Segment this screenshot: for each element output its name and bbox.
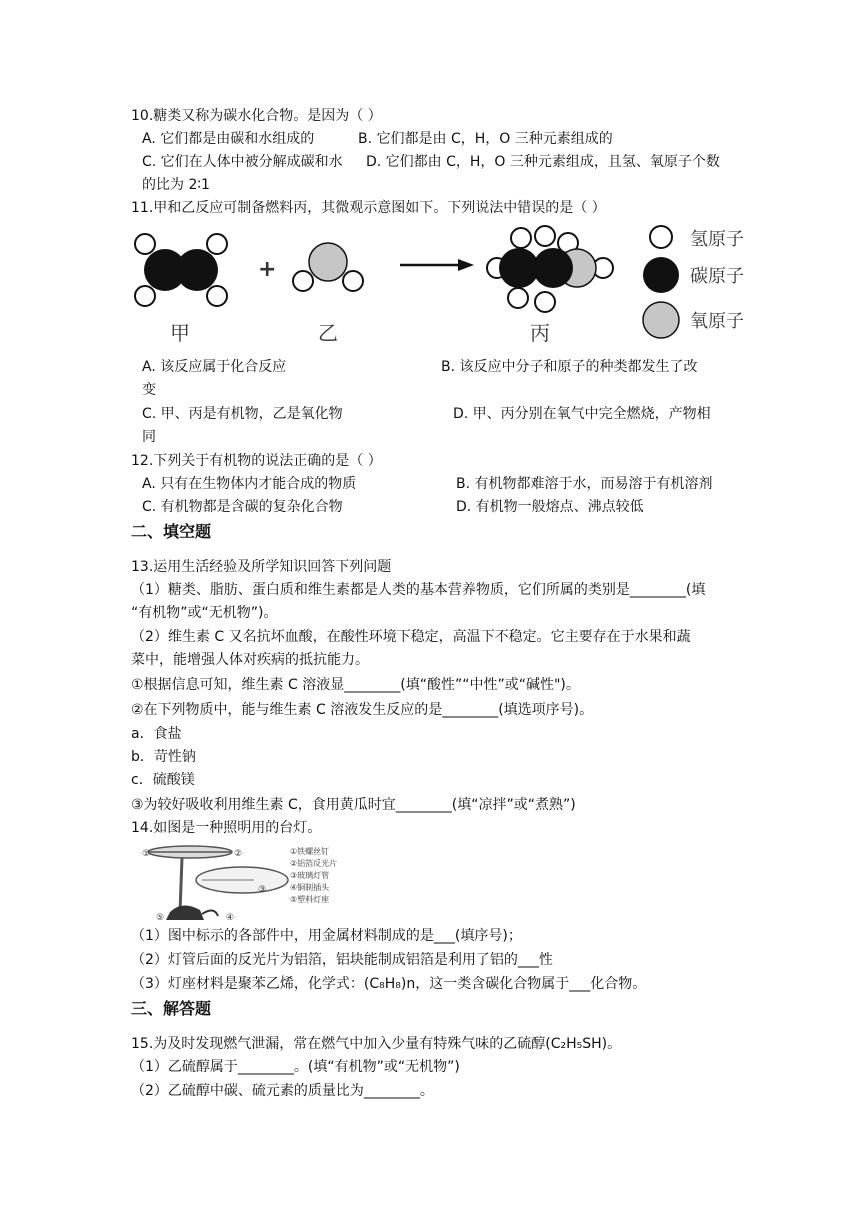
q14-part3: （3）灯座材料是聚苯乙烯，化学式：(C₈H₈)n，这一类含碳化合物属于___化合物。 [131,976,647,992]
fig-legend-4: ④铜制插头 [290,883,330,892]
q13-part2: （2）维生素 C 又名抗坏血酸，在酸性环境下稳定，高温下不稳定。它主要存在于水果和蔬 [131,629,691,645]
section-answer: 三、解答题 [131,999,212,1018]
q11-option-a: A. 该反应属于化合反应 [142,359,287,375]
mark-5: ⑤ [156,913,165,923]
q10-option-d-cont: 的比为 2∶1 [142,177,210,193]
q13-stem: 13.运用生活经验及所学知识回答下列问题 [131,559,392,575]
reaction-arrow [400,259,474,271]
q13-part1: （1）糖类、脂肪、蛋白质和维生素都是人类的基本营养物质，它们所属的类别是________(填 [131,582,706,598]
q10-option-d: D. 它们都由 C，H，O 三种元素组成，且氢、氧原子个数 [366,154,720,170]
q11-option-b: B. 该反应中分子和原子的种类都发生了改 [441,359,698,375]
molecule-jia [135,234,227,306]
q11-option-a-cont: 变 [142,382,156,398]
q13-option-b: b．苛性钠 [131,749,196,765]
mark-1: ① [142,849,151,859]
q12-option-b: B. 有机物都难溶于水，而易溶于有机溶剂 [456,476,713,492]
q13-sub2: ②在下列物质中，能与维生素 C 溶液发生反应的是________(填选项序号)。 [131,702,594,718]
q11-option-d: D. 甲、丙分别在氧气中完全燃烧，产物相 [453,406,711,422]
q14-part2: （2）灯管后面的反光片为铝箔，铝块能制成铝箔是利用了铝的___性 [131,952,553,968]
legend-carbon: 碳原子 [690,266,744,287]
q11-stem: 11.甲和乙反应可制备燃料丙，其微观示意图如下。下列说法中错误的是（ ） [131,200,606,216]
q12-stem: 12.下列关于有机物的说法正确的是（ ） [131,453,382,469]
reaction-diagram [0,0,860,360]
legend-hydrogen: 氢原子 [690,229,744,250]
molecule-yi [293,243,363,291]
q11-option-c: C. 甲、丙是有机物，乙是氧化物 [142,406,343,422]
q14-part1: （1）图中标示的各部件中，用金属材料制成的是___(填序号)； [131,928,522,944]
q12-option-a: A. 只有在生物体内才能合成的物质 [142,476,357,492]
fig-legend-2: ②铝箔反光片 [290,859,338,868]
q13-sub3: ③为较好吸收利用维生素 C，食用黄瓜时宜________(填“凉拌”或“煮熟”) [131,797,576,813]
fig-legend-3: ③玻璃灯管 [290,871,330,880]
q10-option-a: A. 它们都是由碳和水组成的 [142,131,315,147]
label-bing: 丙 [530,321,550,345]
q13-option-a: a．食盐 [131,726,182,742]
q14-stem: 14.如图是一种照明用的台灯。 [131,820,322,836]
label-yi: 乙 [318,321,338,345]
q15-part1: （1）乙硫醇属于________。(填“有机物”或“无机物”) [131,1059,460,1075]
q13-part1-cont: “有机物”或“无机物”)。 [131,605,278,621]
q13-part2-cont: 菜中，能增强人体对疾病的抵抗能力。 [131,652,369,668]
plus-sign: + [258,257,277,282]
desk-lamp-figure [142,840,338,925]
section-fill-in: 二、填空题 [131,522,212,541]
q10-option-b: B. 它们都是由 C，H，O 三种元素组成的 [358,131,613,147]
q10-option-c: C. 它们在人体中被分解成碳和水 [142,154,343,170]
q11-option-c-cont: 同 [142,429,156,445]
q15-part2: （2）乙硫醇中碳、硫元素的质量比为________。 [131,1083,434,1099]
q15-stem: 15.为及时发现燃气泄漏，常在燃气中加入少量有特殊气味的乙硫醇(C₂H₅SH)。 [131,1036,622,1052]
legend-oxygen: 氧原子 [690,311,744,332]
label-jia: 甲 [170,321,190,345]
q13-sub1: ①根据信息可知，维生素 C 溶液显________(填“酸性”“中性”或“碱性")。 [131,677,580,693]
molecule-bing [487,226,613,312]
q13-option-c: c．硫酸镁 [131,772,195,788]
q12-option-c: C. 有机物都是含碳的复杂化合物 [142,499,343,515]
legend [643,226,744,338]
mark-4: ④ [226,913,235,923]
fig-legend-5: ⑤塑料灯座 [290,895,330,904]
q10-stem: 10.糖类又称为碳水化合物。是因为（ ） [131,108,382,124]
q12-option-d: D. 有机物一般熔点、沸点较低 [456,499,644,515]
mark-2: ② [234,849,243,859]
mark-3: ③ [258,885,267,895]
fig-legend-1: ①铁螺丝钉 [290,847,330,856]
